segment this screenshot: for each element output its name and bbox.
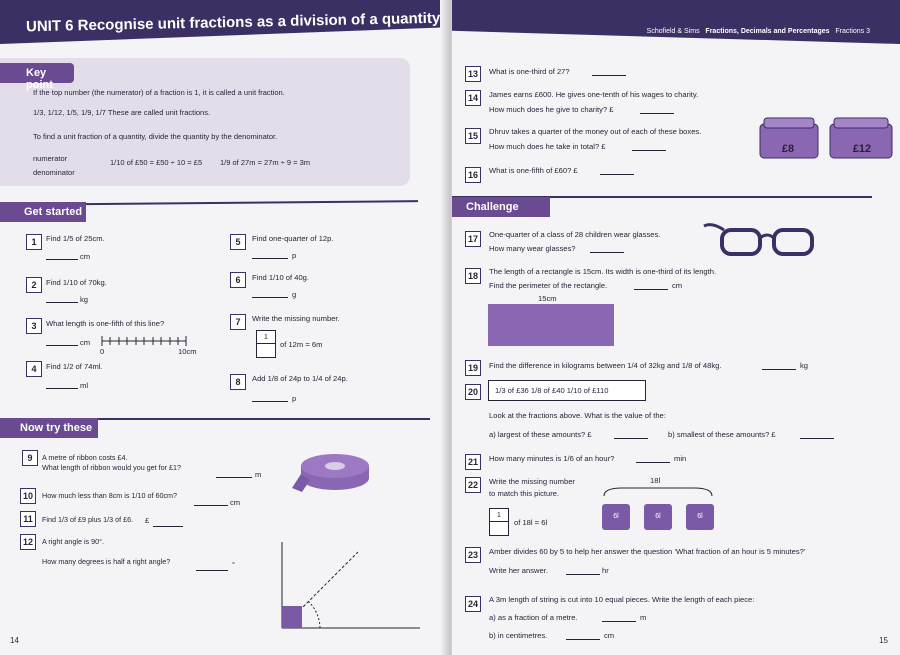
question-number: 3 (26, 318, 42, 334)
answer-currency: £ (145, 516, 150, 525)
publisher: Schofield & Sims (646, 28, 700, 35)
key-point-box (0, 58, 410, 186)
question-number: 16 (465, 167, 481, 183)
question-text: How many minutes is 1/6 of an hour? (489, 454, 615, 463)
answer-blank[interactable] (46, 345, 78, 346)
key-point-line-1: If the top number (the numerator) of a fraction is 1, it is called a unit fraction. (33, 88, 285, 97)
answer-unit: p (292, 394, 297, 403)
answer-blank[interactable] (800, 438, 834, 439)
question-number: 9 (22, 450, 38, 466)
ruler-end: 10cm (178, 347, 197, 356)
answer-unit: cm (80, 338, 91, 347)
question-number: 5 (230, 234, 246, 250)
question-number: 4 (26, 361, 42, 377)
question-text-2: How much does he take in total? £ (489, 142, 606, 151)
answer-unit: ° (232, 560, 236, 569)
answer-blank[interactable] (566, 574, 600, 575)
question-text: Amber divides 60 by 5 to help her answer the question ‘What fraction of an hour is 5 minutes?’ (489, 547, 806, 556)
answer-unit: m (255, 470, 262, 479)
question-text: What length is one-fifth of this line? (46, 319, 165, 328)
question-text-2: What length of ribbon would you get for £1? (42, 463, 182, 472)
cash-box-1-label: £8 (781, 143, 795, 155)
right-page (452, 0, 900, 655)
answer-blank[interactable] (194, 505, 228, 506)
answer-blank[interactable] (252, 258, 288, 259)
question-number: 1 (26, 234, 42, 250)
question-text-2: How many wear glasses? (489, 244, 576, 253)
left-page (0, 0, 448, 655)
question-text: Find 1/3 of £9 plus 1/3 of £6. (42, 515, 134, 524)
answer-blank[interactable] (762, 369, 796, 370)
answer-unit: cm (672, 281, 683, 290)
rectangle-length-label: 15cm (538, 294, 557, 303)
question-number: 7 (230, 314, 246, 330)
fraction-box-numerator: 1 (257, 331, 275, 344)
question-number: 13 (465, 66, 481, 82)
answer-unit: cm (230, 498, 241, 507)
question-number: 20 (465, 384, 481, 400)
answer-blank[interactable] (153, 526, 183, 527)
answer-blank[interactable] (640, 113, 674, 114)
answer-unit: kg (80, 295, 89, 304)
right-angle-diagram (270, 540, 430, 638)
question-text-2: Find the perimeter of the rectangle. (489, 281, 608, 290)
question-text: Find one-quarter of 12p. (252, 234, 334, 243)
question-number: 18 (465, 268, 481, 284)
question-text: Add 1/8 of 24p to 1/4 of 24p. (252, 374, 348, 383)
question-number: 11 (20, 511, 36, 527)
missing-number-expression: of 12m = 6m (280, 340, 323, 349)
answer-blank[interactable] (252, 297, 288, 298)
ruler-line (100, 334, 190, 348)
answer-unit: cm (604, 631, 615, 640)
question-number: 10 (20, 488, 36, 504)
cylinder-1: 6l (602, 504, 630, 530)
question-text: A right angle is 90°. (42, 537, 105, 546)
cash-box-2-label: £12 (852, 143, 872, 155)
question-text: The length of a rectangle is 15cm. Its width is one-third of its length. (489, 267, 717, 276)
question-number: 14 (465, 90, 481, 106)
glasses-image (702, 216, 822, 264)
question-number: 12 (20, 534, 36, 550)
question-number: 8 (230, 374, 246, 390)
question-number: 22 (465, 477, 481, 493)
question-text: Find 1/5 of 25cm. (46, 234, 105, 243)
book-title: Fractions 3 (835, 28, 870, 35)
fraction-box[interactable] (489, 508, 509, 536)
question-number: 17 (465, 231, 481, 247)
question-text-2: Look at the fractions above. What is the value of the: (489, 411, 666, 420)
question-text: Find 1/10 of 40g. (252, 273, 309, 282)
question-text: What is one-third of 27? (489, 67, 570, 76)
answer-blank[interactable] (566, 639, 600, 640)
question-text: Write the missing number (489, 477, 575, 486)
cylinder-3: 6l (686, 504, 714, 530)
answer-blank[interactable] (632, 150, 666, 151)
now-try-tab: Now try these (0, 418, 98, 438)
question-number: 2 (26, 277, 42, 293)
question-text: A metre of ribbon costs £4. (42, 453, 128, 462)
example-2: 1/9 of 27m = 27m ÷ 9 = 3m (220, 158, 310, 167)
answer-blank[interactable] (216, 477, 252, 478)
answer-unit: cm (80, 252, 91, 261)
question-text: Find 1/10 of 70kg. (46, 278, 107, 287)
answer-blank[interactable] (46, 259, 78, 260)
question-text-2: Write her answer. (489, 566, 548, 575)
cylinder-2: 6l (644, 504, 672, 530)
question-number: 6 (230, 272, 246, 288)
key-point-tab: Key point (0, 63, 74, 83)
answer-blank[interactable] (46, 302, 78, 303)
answer-unit: m (640, 613, 647, 622)
answer-unit: kg (800, 361, 809, 370)
numerator-label: numerator (33, 154, 68, 163)
ribbon-reel-image (290, 448, 380, 500)
denominator-label: denominator (33, 168, 75, 177)
part-b-text: b) smallest of these amounts? £ (668, 430, 776, 439)
missing-number-expression: of 18l = 6l (514, 518, 548, 527)
answer-blank[interactable] (636, 462, 670, 463)
ruler-start: 0 (100, 347, 105, 356)
question-text-2: How many degrees is half a right angle? (42, 557, 171, 566)
question-text-2: How much does he give to charity? £ (489, 105, 614, 114)
unit-title: UNIT 6 Recognise unit fractions as a division of a quantity (25, 9, 441, 36)
total-volume-label: 18l (650, 476, 661, 485)
answer-blank[interactable] (600, 174, 634, 175)
answer-blank[interactable] (196, 570, 228, 571)
page-number-left: 14 (10, 636, 19, 645)
get-started-tab: Get started (0, 202, 86, 222)
part-b-text: b) in centimetres. (489, 631, 548, 640)
key-point-line-2: 1/3, 1/12, 1/5, 1/9, 1/7 These are called unit fractions. (33, 108, 211, 117)
challenge-tab: Challenge (452, 197, 550, 217)
question-text: One-quarter of a class of 28 children wear glasses. (489, 230, 661, 239)
page-number-right: 15 (879, 636, 888, 645)
total-bracket (602, 484, 714, 498)
answer-unit: g (292, 290, 297, 299)
question-text: Find 1/2 of 74ml. (46, 362, 103, 371)
question-text: Write the missing number. (252, 314, 340, 323)
answer-blank[interactable] (590, 252, 624, 253)
answer-unit: min (674, 454, 687, 463)
purple-rectangle (488, 304, 614, 346)
answer-blank[interactable] (602, 621, 636, 622)
question-text: James earns £600. He gives one-tenth of his wages to charity. (489, 90, 699, 99)
question-number: 24 (465, 596, 481, 612)
right-header-band (452, 0, 900, 44)
fraction-box[interactable] (256, 330, 276, 358)
answer-unit: p (292, 251, 297, 260)
question-text: What is one-fifth of £60? £ (489, 166, 578, 175)
question-text: A 3m length of string is cut into 10 equal pieces. Write the length of each piece: (489, 595, 755, 604)
answer-unit: ml (80, 381, 89, 390)
part-a-text: a) as a fraction of a metre. (489, 613, 578, 622)
example-1: 1/10 of £50 = £50 ÷ 10 = £5 (110, 158, 203, 167)
question-text-2: to match this picture. (489, 489, 560, 498)
question-number: 23 (465, 547, 481, 563)
question-number: 19 (465, 360, 481, 376)
series-info (647, 28, 870, 35)
fractions-box: 1/3 of £36 1/8 of £40 1/10 of £110 (488, 380, 646, 401)
answer-unit: hr (602, 566, 609, 575)
cash-boxes-image (758, 114, 898, 162)
question-number: 21 (465, 454, 481, 470)
question-number: 15 (465, 128, 481, 144)
answer-blank[interactable] (614, 438, 648, 439)
answer-blank[interactable] (592, 75, 626, 76)
question-text: Find the difference in kilograms between 1/4 of 32kg and 1/8 of 48kg. (489, 361, 722, 370)
question-text: How much less than 8cm is 1/10 of 60cm? (42, 491, 178, 500)
question-text: Dhruv takes a quarter of the money out of each of these boxes. (489, 127, 702, 136)
series-title: Fractions, Decimals and Percentages (705, 28, 830, 35)
answer-blank[interactable] (252, 401, 288, 402)
part-a-text: a) largest of these amounts? £ (489, 430, 592, 439)
answer-blank[interactable] (46, 388, 78, 389)
key-point-line-3: To find a unit fraction of a quantity, divide the quantity by the denominator. (33, 132, 278, 141)
fraction-box-numerator: 1 (490, 509, 508, 522)
answer-blank[interactable] (634, 289, 668, 290)
